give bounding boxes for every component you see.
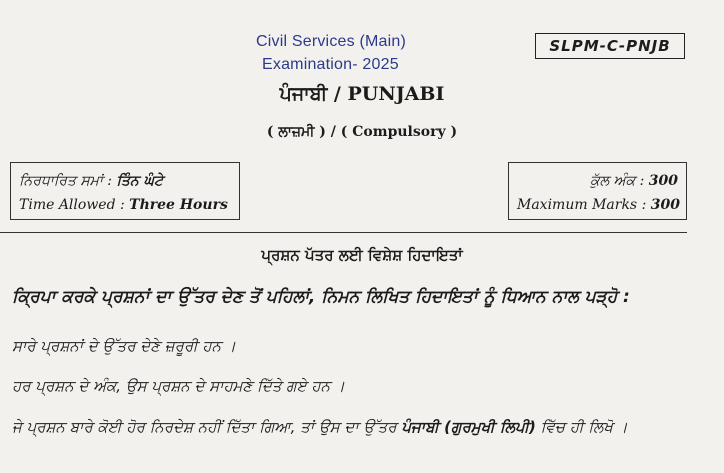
exam-name-line2: Examination- 2025: [262, 56, 399, 73]
instructions-heading: ਪ੍ਰਸ਼ਨ ਪੱਤਰ ਲਈ ਵਿਸ਼ੇਸ਼ ਹਿਦਾਇਤਾਂ: [261, 246, 463, 264]
time-value-english: Three Hours: [129, 197, 228, 213]
time-label-english: Time Allowed :: [19, 197, 125, 213]
time-value-punjabi: ਤਿੰਨ ਘੰਟੇ: [116, 173, 163, 189]
marks-label-punjabi: ਕੁੱਲ ਅੰਕ :: [590, 173, 645, 189]
instruction-line-1: ਸਾਰੇ ਪ੍ਰਸ਼ਨਾਂ ਦੇ ਉੱਤਰ ਦੇਣੇ ਜ਼ਰੂਰੀ ਹਨ ।: [12, 337, 236, 355]
marks-punjabi: [517, 169, 678, 193]
divider-line: [0, 232, 687, 233]
maximum-marks-box: [508, 162, 687, 220]
instruction-line-3-text-b: ਵਿੱਚ ਹੀ ਲਿਖੋ ।: [535, 418, 628, 436]
marks-label-english: Maximum Marks :: [517, 197, 647, 213]
instruction-line-3-text-a: ਜੇ ਪ੍ਰਸ਼ਨ ਬਾਰੇ ਕੋਈ ਹੋਰ ਨਿਰਦੇਸ਼ ਨਹੀਂ ਦਿੱਤਾ ਗਿਆ, ਤਾਂ ਉਸ ਦਾ ਉੱਤਰ: [12, 418, 402, 436]
time-allowed-english: [19, 193, 231, 217]
instruction-line-3-bold: ਪੰਜਾਬੀ (ਗੁਰਮੁਖੀ ਲਿਪੀ): [401, 418, 536, 436]
instruction-line-3: [12, 415, 712, 439]
instructions-subheading: ਕ੍ਰਿਪਾ ਕਰਕੇ ਪ੍ਰਸ਼ਨਾਂ ਦਾ ਉੱਤਰ ਦੇਣ ਤੋਂ ਪਹਿਲਾਂ, ਨਿਮਨ ਲਿਖਿਤ ਹਿਦਾਇਤਾਂ ਨੂੰ ਧਿਆਨ ਨਾਲ ਪੜ੍ਹੋ :: [12, 287, 630, 307]
instruction-line-2: ਹਰ ਪ੍ਰਸ਼ਨ ਦੇ ਅੰਕ, ਉਸ ਪ੍ਰਸ਼ਨ ਦੇ ਸਾਹਮਣੇ ਦਿੱਤੇ ਗਏ ਹਨ ।: [12, 377, 345, 395]
marks-value-punjabi: 300: [648, 173, 678, 189]
time-allowed-punjabi: [19, 169, 231, 193]
exam-name-line1: Civil Services (Main): [256, 33, 406, 50]
paper-code-box: SLPM-C-PNJB: [535, 33, 685, 59]
compulsory-label: ( ਲਾਜ਼ਮੀ ) / ( Compulsory ): [266, 124, 458, 140]
time-allowed-box: [10, 162, 240, 220]
time-label-punjabi: ਨਿਰਧਾਰਿਤ ਸਮਾਂ :: [19, 173, 113, 189]
marks-english: [517, 193, 678, 217]
marks-value-english: 300: [650, 197, 680, 213]
paper-title: ਪੰਜਾਬੀ / PUNJABI: [279, 83, 445, 105]
